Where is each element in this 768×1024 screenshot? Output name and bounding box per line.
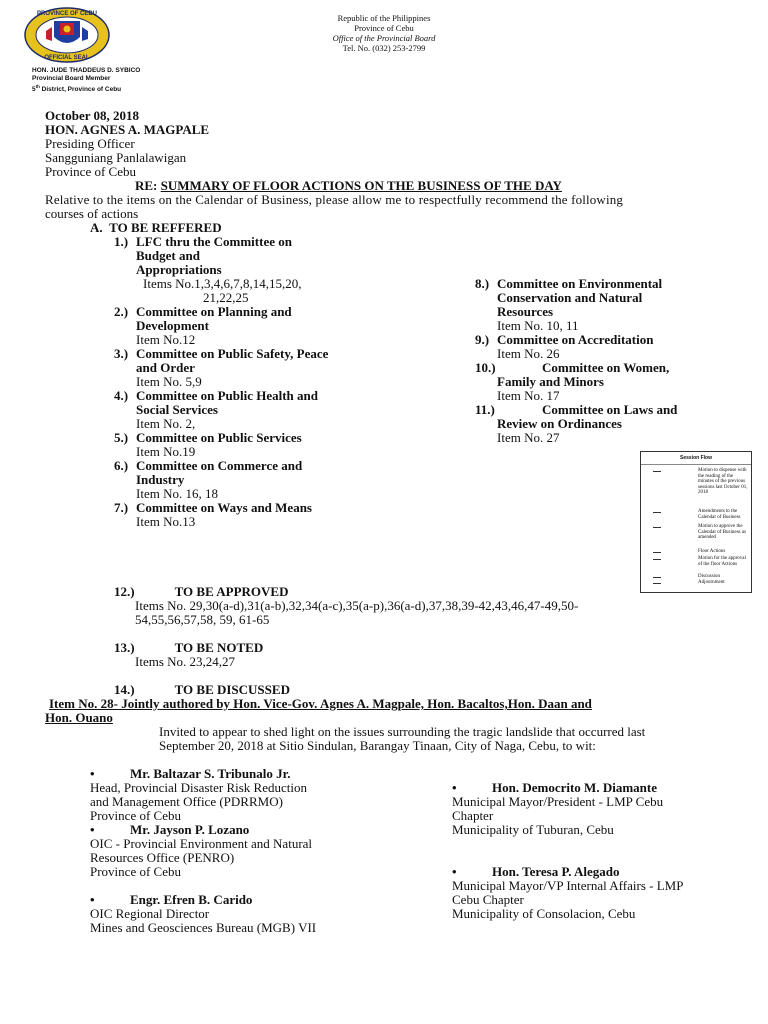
invitee-detail: Resources Office (PENRO) xyxy=(90,850,235,865)
committee-name: Committee on Laws and xyxy=(542,402,678,417)
referral-body xyxy=(475,277,677,333)
bullet-icon: • xyxy=(452,780,457,795)
session-flow-box xyxy=(640,451,752,593)
noted-items: Items No. 23,24,27 xyxy=(135,654,236,669)
referral-entry xyxy=(475,333,677,361)
section-a-heading xyxy=(90,221,222,235)
committee-name: Industry xyxy=(136,472,185,487)
committee-name: Committee on Accreditation xyxy=(497,332,654,347)
committee-name: Resources xyxy=(497,304,554,319)
letterhead-phone: Tel. No. (032) 253-2799 xyxy=(342,43,426,53)
invitee-heading xyxy=(90,893,316,907)
referrals-right-column xyxy=(475,277,677,445)
invitee-heading xyxy=(90,767,316,781)
invitee-heading xyxy=(452,781,683,795)
session-flow-bullet-line xyxy=(653,559,661,560)
invitee-detail: and Management Office (PDRRMO) xyxy=(90,794,283,809)
item-28-line-2: Hon. Ouano xyxy=(45,710,113,725)
letterhead-province: Province of Cebu xyxy=(354,23,414,33)
committee-name: Development xyxy=(136,318,209,333)
session-flow-entry: Floor Actions xyxy=(698,549,726,554)
referral-body xyxy=(114,459,328,501)
item-numbers: Item No.13 xyxy=(136,514,196,529)
item-numbers: 21,22,25 xyxy=(203,290,249,305)
invitee-name: Engr. Efren B. Carido xyxy=(130,892,253,907)
recipient-place: Province of Cebu xyxy=(45,164,136,179)
referral-number: 3.) xyxy=(114,346,129,361)
item-28-line-1: Item No. 28- Jointly authored by Hon. Vice-Gov. Agnes A. Magpale, Hon. Bacaltos,Hon. Daan and xyxy=(49,696,592,711)
session-flow-bullet-line xyxy=(653,527,661,528)
sender-block xyxy=(32,67,140,94)
invitee-name: Mr. Baltazar S. Tribunalo Jr. xyxy=(130,766,291,781)
referral-number: 2.) xyxy=(114,304,129,319)
letterhead xyxy=(0,13,768,53)
referral-entry xyxy=(114,305,328,347)
committee-name: Committee on Environmental xyxy=(497,276,663,291)
referral-entry xyxy=(114,459,328,501)
section-a-label: A. xyxy=(90,220,103,235)
session-flow-bullet-line xyxy=(653,577,661,578)
committee-name: Committee on Women, xyxy=(542,360,670,375)
approved-items-line-1: Items No. 29,30(a-d),31(a-b),32,34(a-c),35(a-p),36(a-d),37,38,39-42,43,46,47-49,50- xyxy=(135,598,579,613)
approved-section xyxy=(114,585,578,627)
item-28-heading xyxy=(45,697,592,725)
invitee-detail: OIC - Provincial Environment and Natural xyxy=(90,836,313,851)
invitee-detail: OIC Regional Director xyxy=(90,906,210,921)
session-flow-title: Session Flow xyxy=(641,456,751,465)
referral-body xyxy=(114,431,328,459)
subject-text: SUMMARY OF FLOOR ACTIONS ON THE BUSINESS OF THE DAY xyxy=(160,178,562,193)
recipient-name: HON. AGNES A. MAGPALE xyxy=(45,122,210,137)
invitation-line-1: Invited to appear to shed light on the issues surrounding the tragic landslide that occurred last xyxy=(159,724,646,739)
discussed-heading xyxy=(114,683,290,697)
referrals-left-column xyxy=(114,235,328,529)
session-flow-bullet-line xyxy=(653,583,661,584)
seal-bottom-text: OFFICIAL SEAL xyxy=(44,55,90,61)
invitee-name: Mr. Jayson P. Lozano xyxy=(130,822,250,837)
referral-number: 11.) xyxy=(475,402,495,417)
committee-name: Conservation and Natural xyxy=(497,290,643,305)
item-numbers: Item No.12 xyxy=(136,332,196,347)
item-numbers: Items No.1,3,4,6,7,8,14,15,20, xyxy=(143,276,302,291)
invitee xyxy=(90,767,316,823)
committee-name: Committee on Public Health and xyxy=(136,388,318,403)
item-numbers: Item No. 5,9 xyxy=(136,374,202,389)
referral-body xyxy=(475,361,677,403)
approved-number: 12.) xyxy=(114,584,135,599)
invitee-heading xyxy=(90,823,316,837)
referral-body xyxy=(114,347,328,389)
noted-section xyxy=(114,641,263,669)
session-flow-bullet-line xyxy=(653,471,661,472)
invitees-left-column xyxy=(90,767,316,935)
session-flow-entry: Motion for the approval of the floor Actions xyxy=(698,556,746,567)
referral-body xyxy=(114,305,328,347)
invitee xyxy=(452,865,683,921)
referral-entry xyxy=(114,389,328,431)
bullet-icon: • xyxy=(90,892,95,907)
committee-name: Committee on Public Services xyxy=(136,430,302,445)
sender-title: Provincial Board Member xyxy=(32,75,111,82)
referral-body xyxy=(114,501,328,529)
letter-date: October 08, 2018 xyxy=(45,108,139,123)
intro-line-2: courses of actions xyxy=(45,206,139,221)
noted-number: 13.) xyxy=(114,640,135,655)
committee-name: Family and Minors xyxy=(497,374,604,389)
subject-prefix: RE: xyxy=(135,178,161,193)
referral-number: 6.) xyxy=(114,458,129,473)
invitee-detail: Municipal Mayor/President - LMP Cebu xyxy=(452,794,664,809)
referral-entry xyxy=(475,403,677,445)
approved-title: TO BE APPROVED xyxy=(174,584,289,599)
invitee-detail: Chapter xyxy=(452,808,494,823)
invitee-detail: Mines and Geosciences Bureau (MGB) VII xyxy=(90,920,317,935)
invitee-detail: Cebu Chapter xyxy=(452,892,524,907)
sender-name: HON. JUDE THADDEUS D. SYBICO xyxy=(32,67,141,74)
bullet-icon: • xyxy=(90,822,95,837)
item-numbers: Item No. 2, xyxy=(136,416,196,431)
committee-name: Committee on Ways and Means xyxy=(136,500,312,515)
invitee-detail: Province of Cebu xyxy=(90,864,181,879)
referral-body xyxy=(114,235,328,305)
referral-number: 1.) xyxy=(114,234,129,249)
committee-name: Appropriations xyxy=(136,262,222,277)
invitee-name: Hon. Teresa P. Alegado xyxy=(492,864,620,879)
approved-items-line-2: 54,55,56,57,58, 59, 61-65 xyxy=(135,612,270,627)
item-numbers: Item No. 27 xyxy=(497,430,560,445)
invitee-detail: Municipality of Tuburan, Cebu xyxy=(452,822,614,837)
session-flow-entry: Motion to dispense with the reading of the minutes of the previous sessions last October 01, 2018 xyxy=(698,468,748,495)
session-flow-entry: Discussion xyxy=(698,574,720,579)
invitee-detail: Municipal Mayor/VP Internal Affairs - LMP xyxy=(452,878,684,893)
invitation-paragraph xyxy=(159,725,645,753)
discussed-number: 14.) xyxy=(114,682,135,697)
discussed-title: TO BE DISCUSSED xyxy=(174,682,290,697)
subject-line xyxy=(135,179,562,193)
bullet-icon: • xyxy=(452,864,457,879)
committee-name: Review on Ordinances xyxy=(497,416,622,431)
committee-name: LFC thru the Committee on xyxy=(136,234,292,249)
bullet-icon: • xyxy=(90,766,95,781)
referral-body xyxy=(114,389,328,431)
committee-name: Committee on Commerce and xyxy=(136,458,303,473)
referral-number: 8.) xyxy=(475,276,490,291)
referral-number: 9.) xyxy=(475,332,490,347)
referral-body xyxy=(475,403,677,445)
recipient-block xyxy=(45,109,209,179)
invitee-detail: Municipality of Consolacion, Cebu xyxy=(452,906,636,921)
session-flow-entry: Amendments to the Calendar of Business xyxy=(698,509,741,520)
invitee-detail: Head, Provincial Disaster Risk Reduction xyxy=(90,780,307,795)
item-numbers: Item No.19 xyxy=(136,444,196,459)
committee-name: Committee on Planning and xyxy=(136,304,292,319)
item-numbers: Item No. 16, 18 xyxy=(136,486,218,501)
letterhead-country: Republic of the Philippines xyxy=(337,13,431,23)
referral-entry xyxy=(475,277,677,333)
noted-title: TO BE NOTED xyxy=(174,640,264,655)
sender-district: 5th District, Province of Cebu xyxy=(32,84,122,94)
invitee-heading xyxy=(452,865,683,879)
referral-entry xyxy=(114,501,328,529)
item-numbers: Item No. 17 xyxy=(497,388,560,403)
recipient-office: Sangguniang Panlalawigan xyxy=(45,150,187,165)
referral-number: 7.) xyxy=(114,500,129,515)
item-numbers: Item No. 10, 11 xyxy=(497,318,579,333)
committee-name: and Order xyxy=(136,360,195,375)
invitee-detail: Province of Cebu xyxy=(90,808,181,823)
committee-name: Committee on Public Safety, Peace xyxy=(136,346,329,361)
recipient-title: Presiding Officer xyxy=(45,136,135,151)
referral-number: 10.) xyxy=(475,360,496,375)
invitees-right-column xyxy=(452,781,683,921)
invitee xyxy=(90,893,316,935)
intro-paragraph xyxy=(45,193,623,221)
referral-body xyxy=(475,333,677,361)
invitation-line-2: September 20, 2018 at Sitio Sindulan, Barangay Tinaan, City of Naga, Cebu, to wit: xyxy=(159,738,596,753)
referral-entry xyxy=(114,431,328,459)
item-numbers: Item No. 26 xyxy=(497,346,560,361)
committee-name: Social Services xyxy=(136,402,218,417)
session-flow-bullet-line xyxy=(653,552,661,553)
invitee-name: Hon. Democrito M. Diamante xyxy=(492,780,657,795)
referral-entry xyxy=(114,347,328,389)
committee-name: Budget and xyxy=(136,248,200,263)
letterhead-office: Office of the Provincial Board xyxy=(332,33,436,43)
referral-number: 5.) xyxy=(114,430,129,445)
referral-entry xyxy=(114,235,328,305)
seal-top-text: PROVINCE OF CEBU xyxy=(36,11,98,17)
section-a-title: TO BE REFFERED xyxy=(109,220,222,235)
session-flow-entry: Motion to approve the Calendar of Business as amended xyxy=(698,524,746,540)
session-flow-bullet-line xyxy=(653,512,661,513)
invitee xyxy=(90,823,316,879)
intro-line-1: Relative to the items on the Calendar of Business, please allow me to respectfully recommend the following xyxy=(45,192,624,207)
referral-entry xyxy=(475,361,677,403)
referral-number: 4.) xyxy=(114,388,129,403)
session-flow-entry: Adjournment xyxy=(698,580,725,585)
invitee xyxy=(452,781,683,837)
